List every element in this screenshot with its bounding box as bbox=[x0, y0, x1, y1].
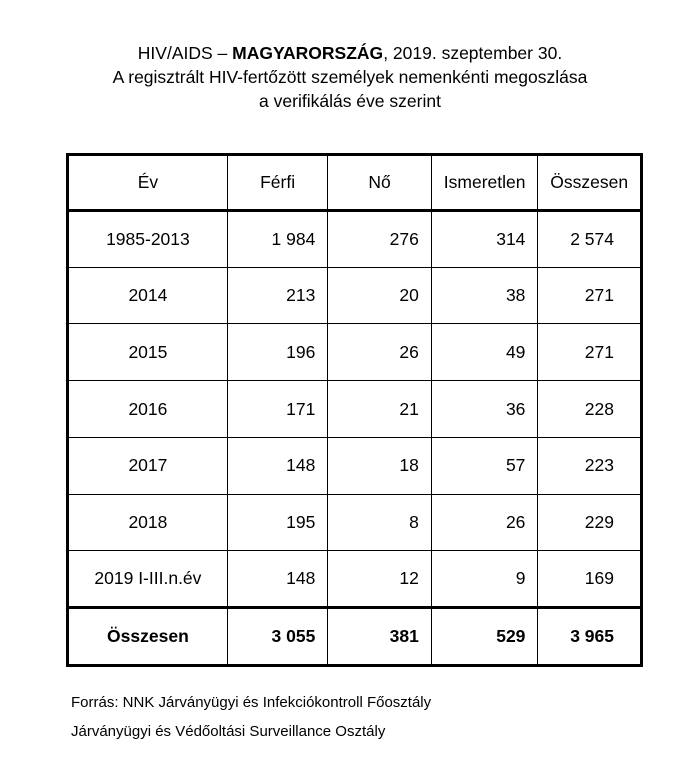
header-unknown: Ismeretlen bbox=[431, 155, 538, 211]
title-line-1 bbox=[0, 41, 700, 65]
table-total-row bbox=[68, 608, 642, 666]
cell-male: 148 bbox=[227, 437, 328, 494]
cell-total: 223 bbox=[538, 437, 642, 494]
cell-female: 26 bbox=[328, 324, 432, 381]
header-male: Férfi bbox=[227, 155, 328, 211]
table-row bbox=[68, 211, 642, 268]
hiv-statistics-table bbox=[66, 153, 643, 667]
cell-female: 8 bbox=[328, 494, 432, 551]
cell-total: 228 bbox=[538, 381, 642, 438]
cell-male: 1 984 bbox=[227, 211, 328, 268]
cell-total: 271 bbox=[538, 267, 642, 324]
cell-year: 2016 bbox=[68, 381, 228, 438]
cell-unknown: 26 bbox=[431, 494, 538, 551]
cell-female: 276 bbox=[328, 211, 432, 268]
source-line-1: Forrás: NNK Járványügyi és Infekciókontroll Főosztály bbox=[71, 694, 432, 711]
cell-total: 169 bbox=[538, 551, 642, 608]
cell-year: 2018 bbox=[68, 494, 228, 551]
header-total: Összesen bbox=[538, 155, 642, 211]
total-unknown: 529 bbox=[431, 608, 538, 666]
table-row bbox=[68, 267, 642, 324]
table-row bbox=[68, 551, 642, 608]
cell-female: 20 bbox=[328, 267, 432, 324]
cell-female: 12 bbox=[328, 551, 432, 608]
table-row bbox=[68, 381, 642, 438]
table-header-row bbox=[68, 155, 642, 211]
header-year: Év bbox=[68, 155, 228, 211]
total-male: 3 055 bbox=[227, 608, 328, 666]
title-line-2: A regisztrált HIV-fertőzött személyek nemenkénti megoszlása bbox=[112, 67, 588, 87]
total-female: 381 bbox=[328, 608, 432, 666]
table-row bbox=[68, 324, 642, 381]
cell-male: 171 bbox=[227, 381, 328, 438]
cell-total: 271 bbox=[538, 324, 642, 381]
title-prefix: HIV/AIDS – bbox=[137, 43, 233, 63]
title-date: , 2019. szeptember 30. bbox=[383, 43, 563, 63]
cell-male: 213 bbox=[227, 267, 328, 324]
source-line-2: Járványügyi és Védőoltási Surveillance Osztály bbox=[71, 723, 386, 740]
title-country: MAGYARORSZÁG bbox=[232, 43, 384, 63]
cell-unknown: 314 bbox=[431, 211, 538, 268]
table-row bbox=[68, 494, 642, 551]
cell-year: 2019 I-III.n.év bbox=[68, 551, 228, 608]
document-title bbox=[0, 41, 700, 113]
header-female: Nő bbox=[328, 155, 432, 211]
cell-unknown: 9 bbox=[431, 551, 538, 608]
cell-male: 195 bbox=[227, 494, 328, 551]
cell-unknown: 57 bbox=[431, 437, 538, 494]
title-line-3: a verifikálás éve szerint bbox=[259, 91, 441, 111]
cell-year: 2017 bbox=[68, 437, 228, 494]
cell-unknown: 36 bbox=[431, 381, 538, 438]
cell-male: 148 bbox=[227, 551, 328, 608]
cell-total: 2 574 bbox=[538, 211, 642, 268]
source-note bbox=[71, 688, 431, 746]
total-total: 3 965 bbox=[538, 608, 642, 666]
cell-year: 2014 bbox=[68, 267, 228, 324]
cell-female: 21 bbox=[328, 381, 432, 438]
cell-year: 2015 bbox=[68, 324, 228, 381]
cell-female: 18 bbox=[328, 437, 432, 494]
cell-male: 196 bbox=[227, 324, 328, 381]
cell-unknown: 49 bbox=[431, 324, 538, 381]
cell-total: 229 bbox=[538, 494, 642, 551]
cell-unknown: 38 bbox=[431, 267, 538, 324]
cell-year: 1985-2013 bbox=[68, 211, 228, 268]
total-label: Összesen bbox=[68, 608, 228, 666]
table-row bbox=[68, 437, 642, 494]
